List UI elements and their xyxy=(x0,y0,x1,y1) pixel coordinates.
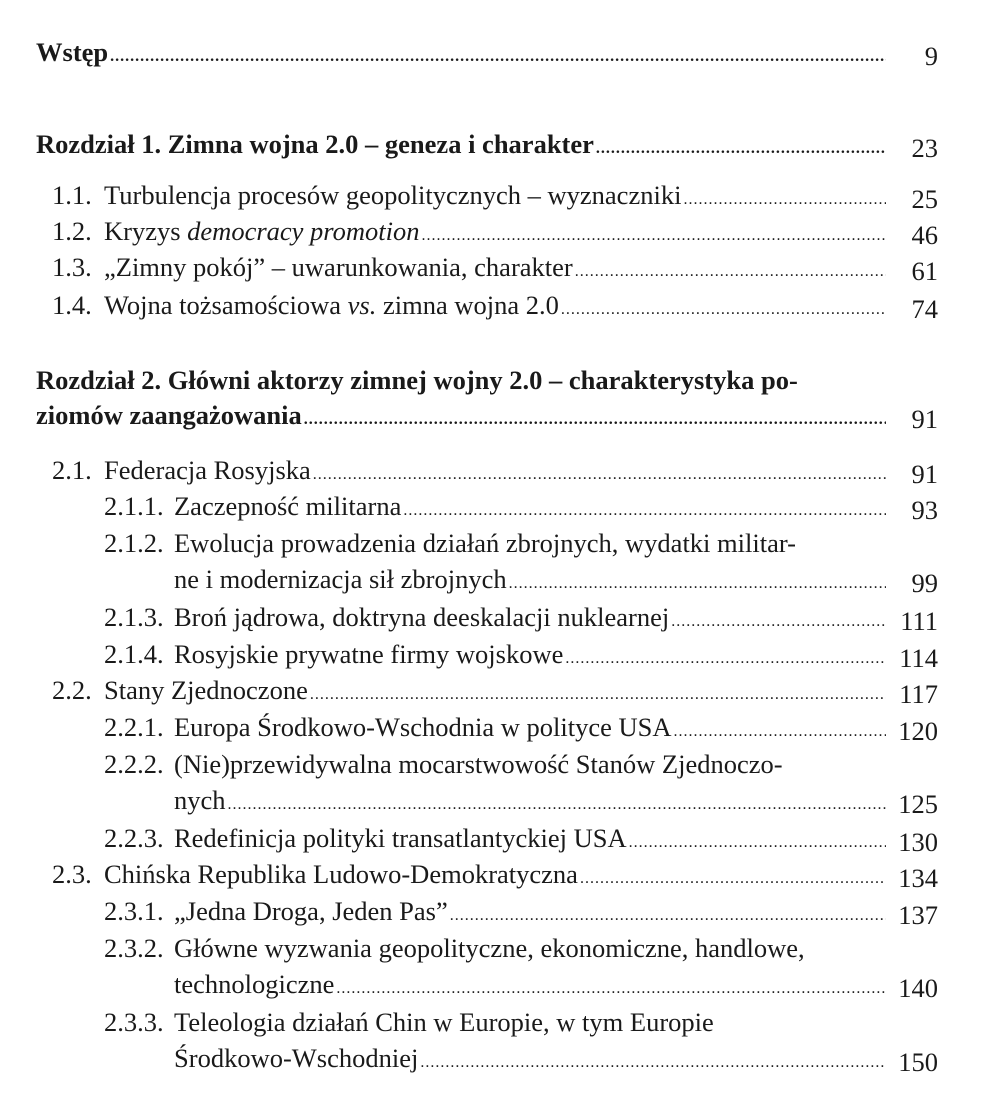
toc-entry-title: Europa Środkowo-Wschodnia w polityce USA xyxy=(174,712,672,742)
toc-entry-title: „Jedna Droga, Jeden Pas” xyxy=(174,896,448,926)
dot-leader xyxy=(304,402,886,438)
toc-page-number: 111 xyxy=(900,606,938,636)
toc-page-number: 125 xyxy=(898,789,938,819)
dot-leader xyxy=(575,254,886,290)
toc-section-number: 1.3. xyxy=(52,252,92,282)
dot-leader xyxy=(596,131,886,167)
toc-page-number: 137 xyxy=(898,900,938,930)
toc-entry-title: Wstęp xyxy=(36,37,109,67)
toc-section-number: 2.2. xyxy=(52,675,92,705)
toc-entry-title-line xyxy=(36,34,894,70)
toc-entry-title-line xyxy=(104,287,894,323)
toc-section-number: 1.1. xyxy=(52,180,92,210)
toc-page-number: 93 xyxy=(911,495,938,525)
toc-entry-title: Redefinicja polityki transatlantyckiej USA xyxy=(174,823,627,853)
toc-entry-title: nych xyxy=(174,785,226,815)
dot-leader xyxy=(228,787,886,823)
toc-entry-title-line xyxy=(104,213,894,249)
toc-entry-title-line-1: Rozdział 2. Główni aktorzy zimnej wojny 2.0 – charakterystyka po- xyxy=(36,365,798,395)
toc-section-number: 1.2. xyxy=(52,216,92,246)
toc-entry-title: Chińska Republika Ludowo-Demokratyczna xyxy=(104,859,578,889)
toc-entry-title: Stany Zjednoczone xyxy=(104,675,308,705)
toc-page-number: 74 xyxy=(911,294,938,324)
toc-entry-title-line-1: (Nie)przewidywalna mocarstwowość Stanów Zjednoczo- xyxy=(174,749,783,779)
toc-entry-title-line-1: Teleologia działań Chin w Europie, w tym Europie xyxy=(174,1007,714,1037)
dot-leader xyxy=(336,971,886,1007)
toc-section-number: 2.1.4. xyxy=(104,639,164,669)
toc-title-part: zimna wojna 2.0 xyxy=(376,290,559,320)
toc-page-number: 91 xyxy=(911,459,938,489)
toc-entry-title-line xyxy=(104,452,894,488)
toc-entry-title-line xyxy=(174,636,894,672)
toc-section-number: 2.1. xyxy=(52,455,92,485)
toc-entry-title-line xyxy=(104,249,894,285)
toc-entry-title: Rozdział 1. Zimna wojna 2.0 – geneza i charakter xyxy=(36,129,594,159)
toc-title-part: Wojna tożsamościowa xyxy=(104,290,348,320)
toc-section-number: 2.3.2. xyxy=(104,933,164,963)
dot-leader xyxy=(420,1045,886,1081)
toc-page-number: 46 xyxy=(911,220,938,250)
toc-entry-title-line xyxy=(36,397,894,433)
toc-section-number: 2.3.1. xyxy=(104,896,164,926)
dot-leader xyxy=(403,493,886,529)
toc-page-number: 99 xyxy=(911,568,938,598)
toc-entry-title xyxy=(104,213,420,249)
toc-page-number: 25 xyxy=(911,184,938,214)
toc-entry-title-line xyxy=(174,599,894,635)
dot-leader xyxy=(310,677,886,713)
dot-leader xyxy=(110,39,886,75)
dot-leader xyxy=(674,714,886,750)
toc-title-part: Kryzys xyxy=(104,216,188,246)
toc-entry-title-line xyxy=(174,966,894,1002)
toc-section-number: 2.1.1. xyxy=(104,491,164,521)
toc-entry-title-line xyxy=(174,488,894,524)
toc-entry-title: Broń jądrowa, doktryna deeskalacji nuklearnej xyxy=(174,602,670,632)
toc-page-number: 91 xyxy=(911,404,938,434)
dot-leader xyxy=(671,604,886,640)
toc-entry-title-line xyxy=(174,1040,894,1076)
toc-entry-title-line xyxy=(104,856,894,892)
toc-section-number: 2.3. xyxy=(52,859,92,889)
toc-entry-title-line xyxy=(174,561,894,597)
toc-entry-title-line-1: Ewolucja prowadzenia działań zbrojnych, wydatki militar- xyxy=(174,528,796,558)
toc-entry-title-line xyxy=(104,177,894,213)
dot-leader xyxy=(450,898,886,934)
toc-page-number: 114 xyxy=(899,643,938,673)
toc-entry-title xyxy=(104,287,559,323)
toc-page-number: 134 xyxy=(898,863,938,893)
toc-entry-title: ne i modernizacja sił zbrojnych xyxy=(174,564,507,594)
toc-page-number: 61 xyxy=(911,256,938,286)
toc-section-number: 2.1.2. xyxy=(104,528,164,558)
toc-entry-title: Środkowo-Wschodniej xyxy=(174,1043,419,1073)
dot-leader xyxy=(509,566,886,602)
dot-leader xyxy=(580,861,886,897)
toc-section-number: 2.3.3. xyxy=(104,1007,164,1037)
toc-page-number: 117 xyxy=(899,679,938,709)
toc-page-number: 150 xyxy=(898,1047,938,1077)
toc-section-number: 2.2.2. xyxy=(104,749,164,779)
toc-entry-title-line xyxy=(174,893,894,929)
toc-title-emphasis: vs. xyxy=(347,290,377,320)
toc-page-number: 23 xyxy=(911,133,938,163)
toc-entry-title-line-1: Główne wyzwania geopolityczne, ekonomiczne, handlowe, xyxy=(174,933,805,963)
toc-entry-title: technologiczne xyxy=(174,969,335,999)
toc-section-number: 2.2.1. xyxy=(104,712,164,742)
toc-entry-title: Turbulencja procesów geopolitycznych – wyznaczniki xyxy=(104,180,682,210)
toc-title-emphasis: democracy promotion xyxy=(187,216,420,246)
toc-entry-title: Zaczepność militarna xyxy=(174,491,402,521)
toc-entry-title: ziomów zaangażowania xyxy=(36,400,302,430)
toc-entry-title: „Zimny pokój” – uwarunkowania, charakter xyxy=(104,252,573,282)
toc-entry-title-line xyxy=(104,672,894,708)
toc-section-number: 2.1.3. xyxy=(104,602,164,632)
toc-page-number: 140 xyxy=(898,973,938,1003)
toc-entry-title-line xyxy=(174,820,894,856)
toc-entry-title: Rosyjskie prywatne firmy wojskowe xyxy=(174,639,564,669)
toc-page-number: 120 xyxy=(898,716,938,746)
toc-entry-title: Federacja Rosyjska xyxy=(104,455,311,485)
toc-entry-title-line xyxy=(36,126,894,162)
toc-section-number: 1.4. xyxy=(52,290,92,320)
toc-entry-title-line xyxy=(174,709,894,745)
toc-entry-title-line xyxy=(174,782,894,818)
toc-page-number: 130 xyxy=(898,827,938,857)
toc-section-number: 2.2.3. xyxy=(104,823,164,853)
dot-leader xyxy=(561,292,886,328)
toc-page-number: 9 xyxy=(924,41,938,71)
